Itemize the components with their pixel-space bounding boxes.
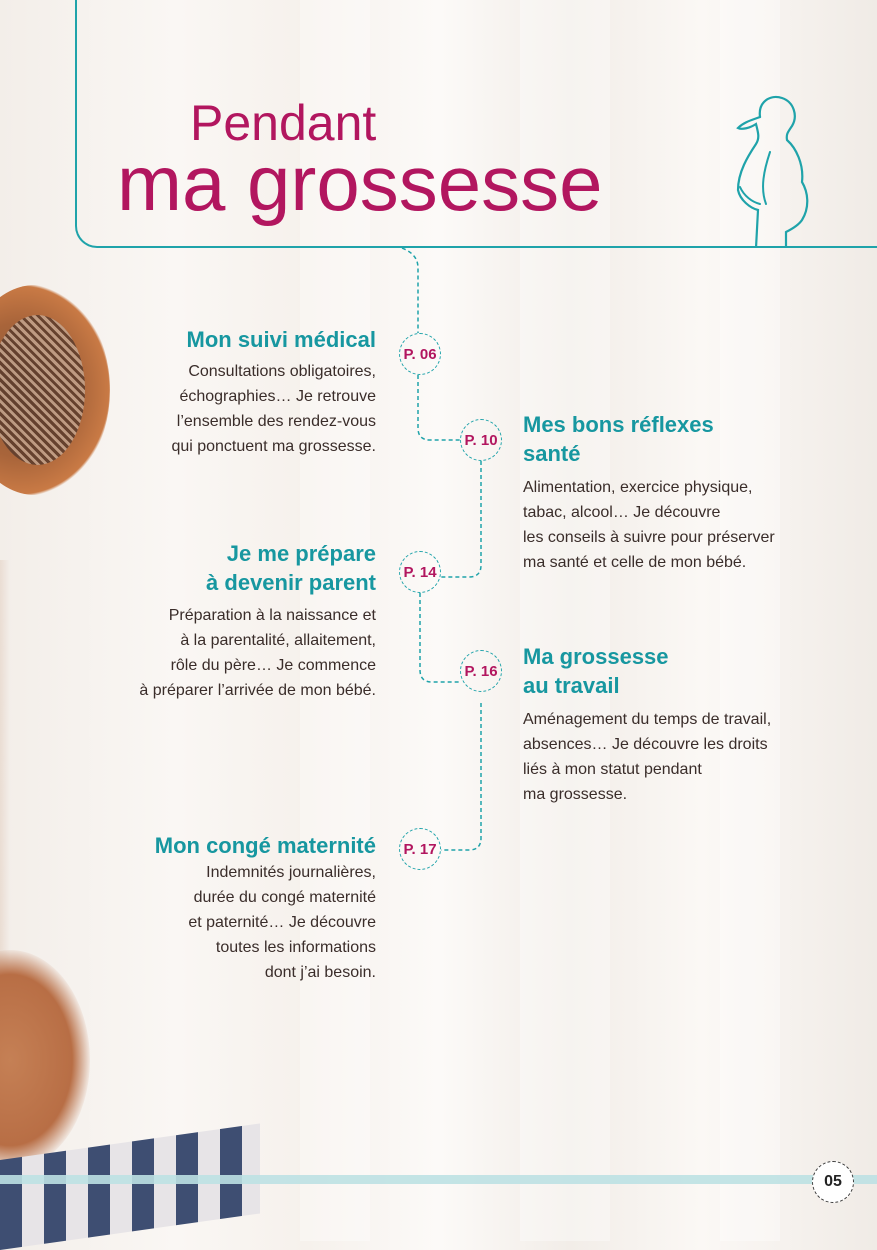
section-description [523,707,771,807]
description-line: ma santé et celle de mon bébé. [523,554,747,571]
page-number: 05 [812,1161,854,1203]
section-title-line: à devenir parent [206,570,376,595]
description-line: Consultations obligatoires, [188,363,376,380]
description-line: les conseils à suivre pour préserver [523,529,775,546]
section-title-conge-maternite [155,831,376,860]
section-title-line: Je me prépare [226,541,376,566]
section-title-line: santé [523,441,581,466]
section-title-line: Mes bons réflexes [523,412,714,437]
section-description [523,475,775,575]
description-line: l’ensemble des rendez-vous [176,413,376,430]
description-line: et paternité… Je découvre [188,914,376,931]
page-reference-badge[interactable]: P. 06 [399,333,441,375]
page-title-line2: ma grossesse [117,139,603,227]
section-description [171,359,376,459]
description-line: dont j’ai besoin. [264,964,376,981]
page-reference-badge[interactable]: P. 10 [460,419,502,461]
page-reference-badge[interactable]: P. 16 [460,650,502,692]
section-title-devenir-parent [206,539,376,597]
description-line: Alimentation, exercice physique, [523,479,753,496]
section-title-suivi-medical [187,325,377,354]
description-line: liés à mon statut pendant [523,761,702,778]
page-reference-badge[interactable]: P. 14 [399,551,441,593]
description-line: Aménagement du temps de travail, [523,711,772,728]
description-line: absences… Je découvre les droits [523,736,768,753]
description-line: ma grossesse. [523,786,628,803]
description-line: rôle du père… Je commence [170,657,376,674]
page-reference-badge[interactable]: P. 17 [399,828,441,870]
description-line: durée du congé maternité [193,889,376,906]
description-line: tabac, alcool… Je découvre [523,504,721,521]
section-title-grossesse-travail [523,642,669,700]
page-title-line1: Pendant [190,95,377,151]
section-title-line: au travail [523,673,620,698]
section-title-line: Mon congé maternité [154,833,376,858]
description-line: échographies… Je retrouve [179,388,376,405]
description-line: à préparer l’arrivée de mon bébé. [139,682,376,699]
description-line: toutes les informations [215,939,376,956]
section-title-bons-reflexes [523,410,714,468]
section-description [188,860,376,985]
section-description [139,603,376,703]
description-line: Indemnités journalières, [206,864,376,881]
section-title-line: Mon suivi médical [186,327,376,352]
description-line: Préparation à la naissance et [168,607,376,624]
section-title-line: Ma grossesse [523,644,669,669]
description-line: qui ponctuent ma grossesse. [171,438,376,455]
description-line: à la parentalité, allaitement, [180,632,376,649]
